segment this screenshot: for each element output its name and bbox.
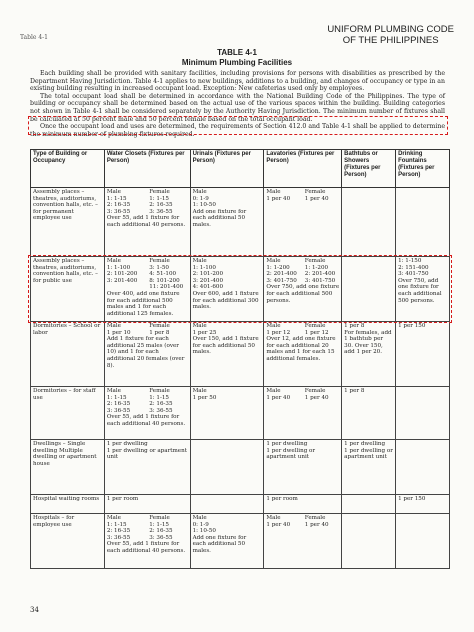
cell-bathtubs bbox=[342, 514, 396, 569]
cell-drinking: 1: 1-150 2: 151-400 3: 401-750 Over 750, add one fixture for each additional 500 persons. bbox=[396, 257, 450, 322]
intro-paragraph-2: The total occupant load shall be determined in accordance with the National Building Code of the Philippines. The type of building or occupancy shall be determined based on the actual use of the various spaces within the building. Building categories not shown in Table 4-1 shall be considered separately by the Authority Having Jurisdiction. The minimum number of fixtures shall be calculated at 50 percent male and 50 percent female based on the total occupant load. bbox=[30, 92, 445, 123]
cell-drinking bbox=[396, 440, 450, 495]
lav-note: Over 750, add one fixture for each additional 500 persons. bbox=[266, 284, 340, 304]
cell-water-closets bbox=[104, 514, 190, 569]
cell-lavatories bbox=[264, 322, 342, 387]
fixtures-table bbox=[30, 149, 450, 569]
cell-water-closets: 1 per dwelling 1 per dwelling or apartment unit bbox=[104, 440, 190, 495]
wc-note: Over 55, add 1 fixture for each additional 40 persons. bbox=[106, 541, 186, 554]
page-number: 34 bbox=[30, 606, 39, 614]
table-row bbox=[31, 188, 450, 257]
lav-note: Over 12, add one fixture for each additional 20 males and 1 for each 15 additional females. bbox=[266, 336, 336, 362]
lav-female: Female 1 per 40 bbox=[304, 189, 329, 202]
col-lavatories: Lavatories (Fixtures per Person) bbox=[264, 150, 342, 188]
highlight-box-assembly bbox=[28, 255, 452, 323]
lav-male: Male 1 per 12 bbox=[266, 323, 291, 336]
col-bathtubs: Bathtubs or Showers (Fixtures per Person) bbox=[342, 150, 396, 188]
cell-bathtubs: 1 per 8 For females, add 1 bathtub per 30. Over 150, add 1 per 20. bbox=[342, 322, 396, 387]
col-drinking: Drinking Fountains (Fixtures per Person) bbox=[396, 150, 450, 188]
table-header-row bbox=[31, 150, 450, 188]
cell-type: Assembly places – theatres, auditoriums, convention halls, etc. – for permanent employee use bbox=[31, 188, 105, 257]
cell-urinals bbox=[190, 440, 264, 495]
lav-male: Male 1 per 40 bbox=[266, 388, 291, 401]
cell-urinals: Male 0: 1-9 1: 10-50 Add one fixture for each additional 50 males. bbox=[190, 188, 264, 257]
cell-type: Dormitories – School or labor bbox=[31, 322, 105, 387]
cell-water-closets bbox=[104, 322, 190, 387]
cell-type: Dwellings – Single dwelling Multiple dwelling or apartment house bbox=[31, 440, 105, 495]
cell-drinking bbox=[396, 387, 450, 440]
cell-bathtubs: 1 per dwelling 1 per dwelling or apartment unit bbox=[342, 440, 396, 495]
table-title-block bbox=[0, 48, 474, 68]
cell-type: Hospital waiting rooms bbox=[31, 495, 105, 514]
cell-type: Assembly places – theatres, auditoriums, convention halls, etc. – for public use bbox=[31, 257, 105, 322]
cell-lavatories bbox=[264, 514, 342, 569]
header-line-1: UNIFORM PLUMBING CODE bbox=[327, 24, 454, 35]
cell-lavatories: 1 per room bbox=[264, 495, 342, 514]
wc-female: Female 1: 1-15 2: 16-35 3: 36-55 bbox=[149, 189, 173, 215]
col-type: Type of Building or Occupancy bbox=[31, 150, 105, 188]
cell-lavatories: 1 per dwelling 1 per dwelling or apartment unit bbox=[264, 440, 342, 495]
cell-urinals: Male 0: 1-9 1: 10-50 Add one fixture for each additional 50 males. bbox=[190, 514, 264, 569]
intro-paragraph-1: Each building shall be provided with sanitary facilities, including provisions for persons with disabilities as prescribed by the Department Having Jurisdiction. Table 4-1 applies to new buildings, additions to a building, and changes of occupancy or type in an existing building resulting in increased occupant load. Exception: New cafeterias used only by employees. bbox=[30, 70, 445, 93]
col-water-closets: Water Closets (Fixtures per Person) bbox=[104, 150, 190, 188]
highlight-box-intro bbox=[28, 116, 448, 135]
cell-type: Hospitals – for employee use bbox=[31, 514, 105, 569]
table-title: TABLE 4-1 bbox=[217, 48, 257, 57]
cell-water-closets bbox=[104, 387, 190, 440]
cell-drinking bbox=[396, 514, 450, 569]
cell-bathtubs bbox=[342, 495, 396, 514]
wc-female: Female 3: 1-50 4: 51-100 8: 101-200 11: 201-400 bbox=[149, 258, 184, 291]
lav-female: Female 1 per 40 bbox=[304, 388, 329, 401]
wc-note: Over 55, add 1 fixture for each additional 40 persons. bbox=[106, 215, 186, 228]
table-reference: Table 4-1 bbox=[20, 34, 48, 41]
cell-drinking bbox=[396, 188, 450, 257]
cell-water-closets: 1 per room bbox=[104, 495, 190, 514]
wc-note: Over 55, add 1 fixture for each additional 40 persons. bbox=[106, 414, 186, 427]
lav-female: Female 1 per 40 bbox=[304, 515, 329, 528]
lav-male: Male 1 per 40 bbox=[266, 515, 291, 528]
wc-note: Over 400, add one fixture for each additional 500 males and 1 for each additional 125 females. bbox=[106, 290, 180, 317]
cell-urinals bbox=[190, 495, 264, 514]
cell-bathtubs bbox=[342, 188, 396, 257]
wc-male: Male 1: 1-100 2: 101-200 3: 201-400 bbox=[106, 258, 138, 284]
cell-lavatories bbox=[264, 387, 342, 440]
table-row bbox=[31, 322, 450, 387]
cell-urinals: Male 1 per 25 Over 150, add 1 fixture for each additional 50 males. bbox=[190, 322, 264, 387]
document-header bbox=[327, 24, 454, 46]
col-urinals: Urinals (Fixtures per Person) bbox=[190, 150, 264, 188]
table-row bbox=[31, 495, 450, 514]
table-row bbox=[31, 440, 450, 495]
lav-female: Female 1: 1-200 2: 201-400 3: 401-750 bbox=[304, 258, 336, 284]
cell-drinking: 1 per 150 bbox=[396, 495, 450, 514]
lav-female: Female 1 per 12 bbox=[304, 323, 329, 336]
cell-bathtubs: 1 per 8 bbox=[342, 387, 396, 440]
wc-male: Male 1: 1-15 2: 16-35 3: 36-55 bbox=[106, 515, 131, 541]
wc-male: Male 1 per 10 bbox=[106, 323, 131, 336]
cell-water-closets bbox=[104, 188, 190, 257]
lav-male: Male 1 per 40 bbox=[266, 189, 291, 202]
header-line-2: OF THE PHILIPPINES bbox=[342, 35, 439, 46]
table-row bbox=[31, 387, 450, 440]
table-row bbox=[31, 514, 450, 569]
table-subtitle: Minimum Plumbing Facilities bbox=[181, 58, 293, 67]
cell-type: Dormitories – for staff use bbox=[31, 387, 105, 440]
wc-male: Male 1: 1-15 2: 16-35 3: 36-55 bbox=[106, 388, 131, 414]
intro-paragraph-3: Once the occupant load and uses are determined, the requirements of Section 412.0 and Table 4-1 shall be applied to determine the minimum number of plumbing fixtures required. bbox=[30, 123, 445, 138]
cell-urinals: Male 1: 1-100 2: 101-200 3: 201-400 4: 401-600 Over 600, add 1 fixture for each additional 300 males. bbox=[190, 257, 264, 322]
wc-female: Female 1: 1-15 2: 16-35 3: 36-55 bbox=[149, 388, 173, 414]
cell-drinking: 1 per 150 bbox=[396, 322, 450, 387]
cell-lavatories bbox=[264, 188, 342, 257]
wc-female: Female 1: 1-15 2: 16-35 3: 36-55 bbox=[149, 515, 173, 541]
cell-urinals: Male 1 per 50 bbox=[190, 387, 264, 440]
wc-female: Female 1 per 8 bbox=[149, 323, 170, 336]
wc-male: Male 1: 1-15 2: 16-35 3: 36-55 bbox=[106, 189, 131, 215]
wc-note: Add 1 fixture for each additional 25 males (over 10) and 1 for each additional 20 females (over 8). bbox=[106, 336, 185, 369]
lav-male: Male 1: 1-200 2: 201-400 3: 401-750 bbox=[266, 258, 297, 284]
